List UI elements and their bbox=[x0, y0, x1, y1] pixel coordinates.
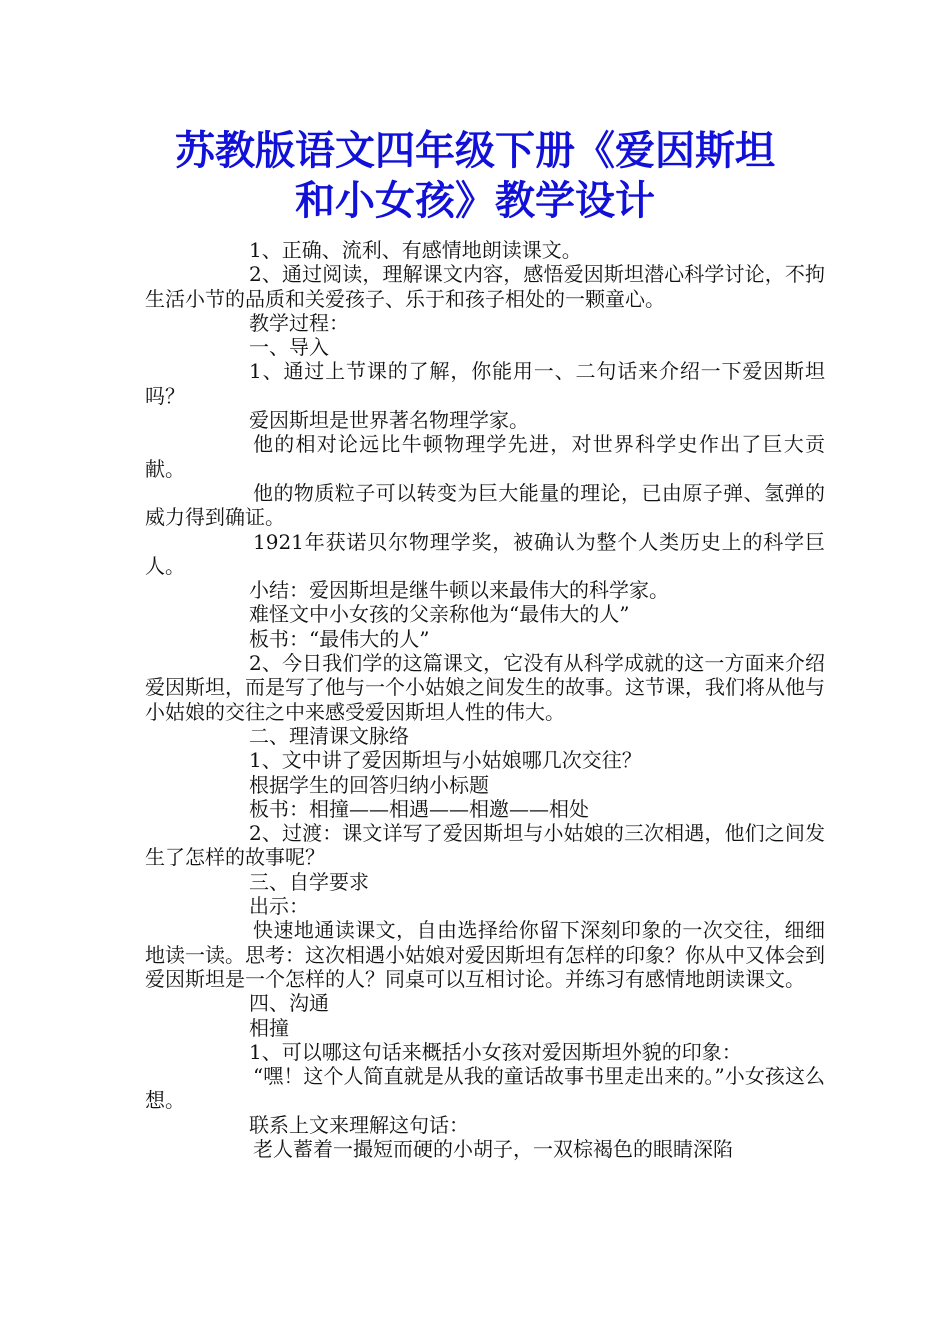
paragraph: 快速地通读课文，自由选择给你留下深刻印象的一次交往，细细地读一读。思考：这次相遇小姑娘对爱因斯坦有怎样的印象？你从中又体会到爱因斯坦是一个怎样的人？同桌可以互相讨论。并练习有感情地朗读课文。 bbox=[145, 918, 825, 991]
paragraph: 出示： bbox=[249, 894, 309, 919]
section-heading: 四、沟通 bbox=[249, 991, 329, 1016]
paragraph: 板书：相撞——相遇——相邀——相处 bbox=[249, 796, 589, 821]
section-heading: 一、导入 bbox=[249, 335, 329, 360]
paragraph: 2、通过阅读，理解课文内容，感悟爱因斯坦潜心科学讨论，不拘生活小节的品质和关爱孩子、乐于和孩子相处的一颗童心。 bbox=[145, 262, 825, 311]
title-line-2: 和小女孩》教学设计 bbox=[295, 177, 655, 224]
paragraph: 2、今日我们学的这篇课文，它没有从科学成就的这一方面来介绍爱因斯坦，而是写了他与一个小姑娘之间发生的故事。这节课，我们将从他与小姑娘的交往之中来感受爱因斯坦人性的伟大。 bbox=[145, 651, 825, 724]
paragraph: 老人蓄着一撮短而硬的小胡子，一双棕褐色的眼睛深陷 bbox=[253, 1136, 733, 1161]
paragraph: “嘿！这个人简直就是从我的童话故事书里走出来的。”小女孩这么想。 bbox=[145, 1064, 825, 1113]
paragraph: 他的相对论远比牛顿物理学先进，对世界科学史作出了巨大贡献。 bbox=[145, 432, 825, 481]
document-title bbox=[100, 126, 850, 226]
paragraph: 联系上文来理解这句话： bbox=[249, 1112, 469, 1137]
paragraph: 教学过程： bbox=[249, 310, 349, 335]
paragraph: 1、正确、流利、有感情地朗读课文。 bbox=[249, 238, 582, 262]
paragraph: 2、过渡：课文详写了爱因斯坦与小姑娘的三次相遇，他们之间发生了怎样的故事呢？ bbox=[145, 821, 825, 870]
paragraph: 板书：“最伟大的人” bbox=[249, 626, 430, 651]
paragraph: 1921年获诺贝尔物理学奖，被确认为整个人类历史上的科学巨人。 bbox=[145, 529, 825, 578]
title-line-1: 苏教版语文四年级下册《爱因斯坦 bbox=[175, 127, 775, 174]
paragraph: 爱因斯坦是世界著名物理学家。 bbox=[249, 408, 529, 433]
paragraph: 难怪文中小女孩的父亲称他为“最伟大的人” bbox=[249, 602, 630, 627]
section-heading: 三、自学要求 bbox=[249, 869, 369, 894]
paragraph: 他的物质粒子可以转变为巨大能量的理论，已由原子弹、氢弹的威力得到确证。 bbox=[145, 480, 825, 530]
paragraph: 相撞 bbox=[249, 1015, 289, 1040]
paragraph: 1、通过上节课的了解，你能用一、二句话来介绍一下爱因斯坦吗？ bbox=[145, 359, 825, 408]
section-heading: 二、理清课文脉络 bbox=[249, 723, 409, 748]
paragraph: 小结：爱因斯坦是继牛顿以来最伟大的科学家。 bbox=[249, 578, 669, 603]
paragraph: 根据学生的回答归纳小标题 bbox=[249, 772, 489, 797]
paragraph: 1、可以哪这句话来概括小女孩对爱因斯坦外貌的印象： bbox=[249, 1039, 742, 1064]
document-body bbox=[145, 238, 825, 1161]
paragraph: 1、文中讲了爱因斯坦与小姑娘哪几次交往？ bbox=[249, 748, 642, 773]
